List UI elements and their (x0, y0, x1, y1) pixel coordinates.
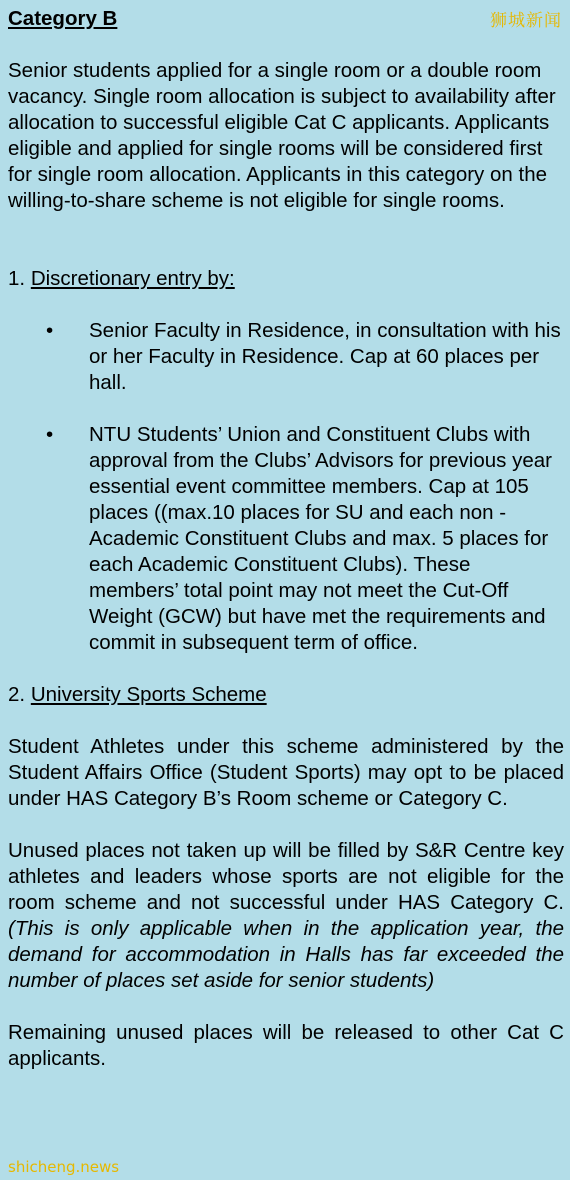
bullet-item (8, 318, 564, 396)
bullet-item (8, 422, 564, 656)
section-2-paragraph-3: Remaining unused places will be released to other Cat C applicants. (8, 1021, 564, 1070)
section-2-heading (8, 682, 564, 708)
section-2-number: 2. (8, 683, 26, 706)
watermark-top: 狮城新闻 (490, 11, 562, 31)
section-1-heading (8, 266, 564, 292)
section-2-paragraph-2 (8, 838, 564, 994)
watermark-bottom: shicheng.news (8, 1158, 120, 1176)
intro-paragraph: Senior students applied for a single room or a double room vacancy. Single room allocation is subject to availability after allocation to successful eligible Cat C applicants. Applicants eligible and applied for single rooms will be considered first for single room allocation. Applicants in this category on the willing-to-share scheme is not eligible for single rooms. (8, 59, 556, 212)
section-1-bullet-list (8, 318, 564, 656)
document-page (8, 6, 564, 1072)
section-2-paragraph-2-italic-note: (This is only applicable when in the application year, the demand for accommodation in Halls has far exceeded the number of places set aside for senior students) (8, 917, 564, 992)
page-title: Category B (8, 7, 118, 30)
bullet-icon: • (46, 423, 54, 446)
bullet-text: NTU Students’ Union and Constituent Clubs with approval from the Clubs’ Advisors for previous year essential event committee members. Cap at 105 places ((max.10 places for SU and each non -Academic Constituent Clubs and max. 5 places for each Academic Constituent Clubs). These members’ total point may not meet the Cut-Off Weight (GCW) but have met the requirements and commit in subsequent term of office. (89, 423, 552, 654)
bullet-text: Senior Faculty in Residence, in consultation with his or her Faculty in Residence. Cap at 60 places per hall. (89, 319, 561, 394)
section-2-paragraph-2-text: Unused places not taken up will be filled by S&R Centre key athletes and leaders whose sports are not eligible for the room scheme and not successful under HAS Category C. (8, 839, 564, 914)
section-2-title: University Sports Scheme (30, 683, 267, 706)
section-1-number: 1. (8, 267, 26, 290)
section-1-title: Discretionary entry by: (30, 267, 235, 290)
section-2-paragraph-1: Student Athletes under this scheme administered by the Student Affairs Office (Student Sports) may opt to be placed under HAS Category B’s Room scheme or Category C. (8, 735, 564, 810)
bullet-icon: • (46, 319, 54, 342)
